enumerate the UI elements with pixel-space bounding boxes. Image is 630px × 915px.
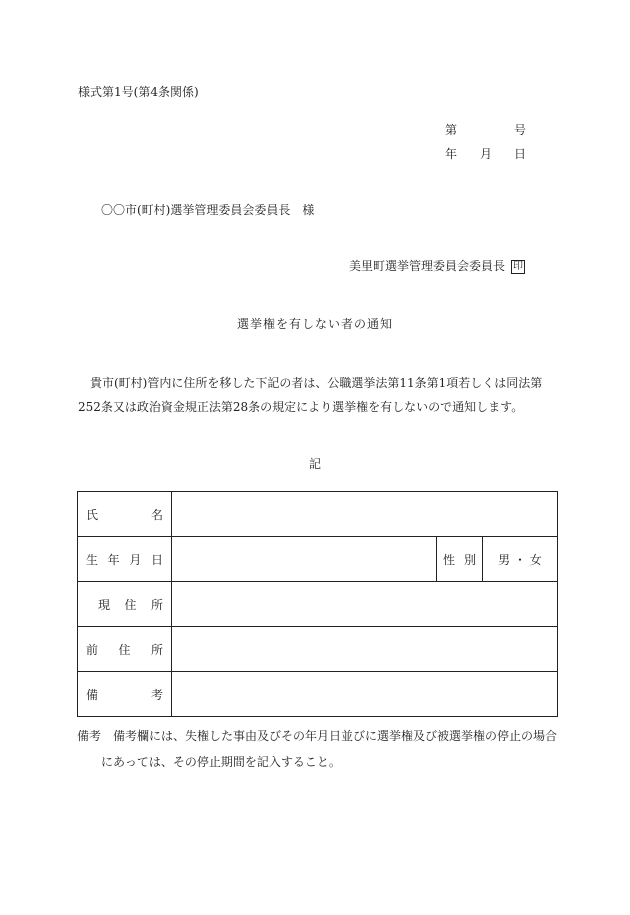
note-line-1: 備考欄には、失権した事由及びその年月日並びに選挙権及び被選挙権の停止の場合 [113,729,558,743]
name-label: 氏名 [78,492,172,537]
remarks-field[interactable] [172,672,558,717]
detail-table [77,491,558,717]
sex-label: 性別 [437,537,483,582]
date-month: 月 [480,147,493,161]
table-row-previous-address [78,627,558,672]
document-title: 選挙権を有しない者の通知 [236,317,393,331]
document-number-suffix: 号 [514,123,527,137]
recipient: 〇〇市(町村)選挙管理委員会委員長 様 [101,203,315,217]
birthdate-label: 生年月日 [78,537,172,582]
sex-options[interactable]: 男 ・ 女 [483,537,558,582]
table-row-birthdate [78,537,558,582]
table-row-remarks [78,672,558,717]
date-day: 日 [514,147,527,161]
note-line-2: にあっては、その停止期間を記入すること。 [101,755,341,769]
form-number: 様式第1号(第4条関係) [78,85,199,99]
previous-address-field[interactable] [172,627,558,672]
body-text: 貴市(町村)管内に住所を移した下記の者は、公職選挙法第11条第1項若しくは同法第252条又は政治資金規正法第28条の規定により選挙権を有しないので通知します。 [78,376,543,414]
name-field[interactable] [172,492,558,537]
date-year: 年 [445,147,458,161]
table-row-current-address [78,582,558,627]
table-row-name [78,492,558,537]
current-address-field[interactable] [172,582,558,627]
sender-name: 美里町選挙管理委員会委員長 [349,259,506,273]
previous-address-label: 前住所 [78,627,172,672]
remarks-label: 備考 [78,672,172,717]
note-label: 備考 [77,729,102,743]
document-number-label: 第 [445,123,458,137]
seal-stamp: 印 [513,261,524,272]
birthdate-field[interactable] [172,537,437,582]
current-address-label: 現住所 [78,582,172,627]
ki-heading: 記 [308,457,321,471]
sender [349,257,525,274]
